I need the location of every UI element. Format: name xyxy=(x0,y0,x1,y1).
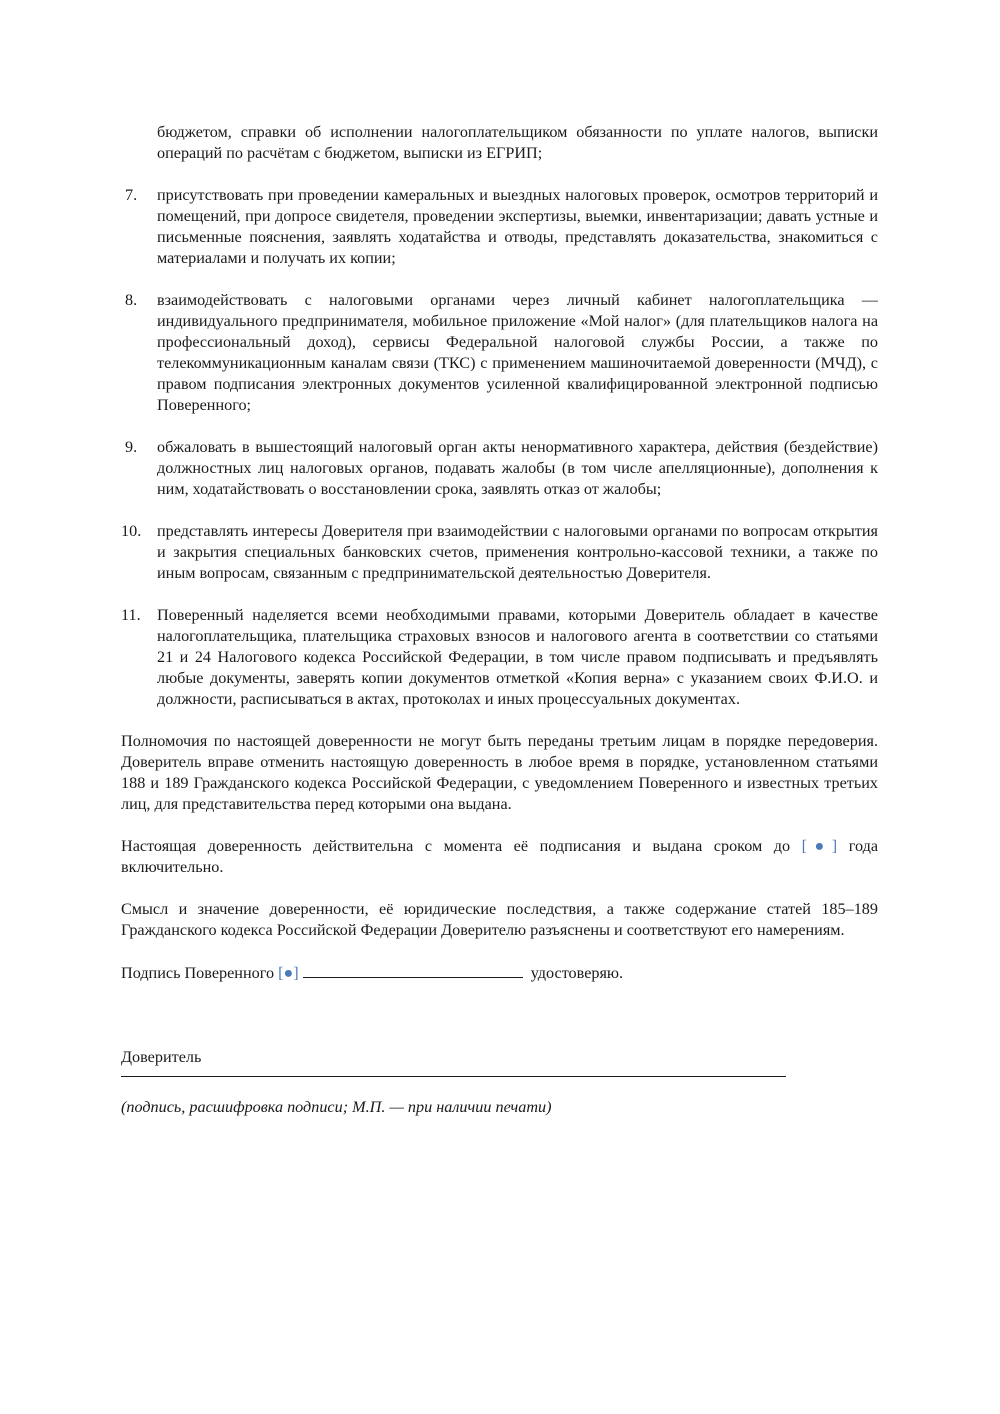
list-item-text: обжаловать в вышестоящий налоговый орган акты ненормативного характера, действия (бездействие) должностных лиц налоговых органов, подавать жалобы (в том числе апелляционные), дополнения к ним, ходатайствовать о восстановлении срока, заявлять отказ от жалобы; xyxy=(157,438,878,498)
list-item xyxy=(121,290,878,416)
signature-text-after: удостоверяю. xyxy=(526,964,624,982)
list-item-text: присутствовать при проведении камеральных и выездных налоговых проверок, осмотров территорий и помещений, при допросе свидетеля, проведении экспертизы, выемки, инвентаризации; давать устные и письменные пояснения, заявлять ходатайства и отводы, представлять доказательства, знакомиться с материалами и получать их копии; xyxy=(157,186,878,267)
list-item-number: 11. xyxy=(121,606,141,624)
date-placeholder[interactable]: [●] xyxy=(801,837,838,855)
no-transfer-paragraph: Полномочия по настоящей доверенности не могут быть переданы третьим лицам в порядке передоверия. Доверитель вправе отменить настоящую доверенность в любое время в порядке, установленном статьями 188 и 189 Гражданского кодекса Российской Федерации, с уведомлением Поверенного и известных третьих лиц, для представительства перед которыми она выдана. xyxy=(121,732,878,813)
list-item-number: 7. xyxy=(125,186,138,204)
attorney-name-placeholder[interactable]: [●] xyxy=(278,964,299,982)
principal-signature-note: (подпись, расшифровка подписи; М.П. — при наличии печати) xyxy=(121,1098,552,1116)
validity-text-after: года включительно. xyxy=(121,837,879,876)
list-item-number: 10. xyxy=(121,522,142,540)
list-item-number: 9. xyxy=(125,438,138,456)
continuation-text: бюджетом, справки об исполнении налогоплательщиком обязанности по уплате налогов, выписки операций по расчётам с бюджетом, выписки из ЕГРИП; xyxy=(157,123,878,162)
list-item xyxy=(121,437,878,500)
list-item xyxy=(121,521,878,584)
list-item xyxy=(121,185,878,269)
meaning-paragraph: Смысл и значение доверенности, её юридические последствия, а также содержание статей 185–189 Гражданского кодекса Российской Федерации Доверителю разъяснены и соответствуют его намерениям. xyxy=(121,900,878,939)
list-item xyxy=(121,605,878,710)
document-page xyxy=(121,122,878,1118)
signature-paragraph xyxy=(121,962,878,984)
list-item-text: Поверенный наделяется всеми необходимыми правами, которыми Доверитель обладает в качестве налогоплательщика, плательщика страховых взносов и налогового агента в соответствии со статьями 21 и 24 Налогового кодекса Российской Федерации, в том числе правом подписывать и предъявлять любые документы, заверять копии документов отметкой «Копия верна» с указанием своих Ф.И.О. и должности, расписываться в актах, протоколах и иных процессуальных документах. xyxy=(157,606,878,708)
powers-list xyxy=(121,185,878,710)
principal-label: Доверитель xyxy=(121,1048,202,1066)
list-item-text: представлять интересы Доверителя при взаимодействии с налоговыми органами по вопросам открытия и закрытия специальных банковских счетов, применения контрольно-кассовой техники, а также по иным вопросам, связанным с предпринимательской деятельностью Доверителя. xyxy=(157,522,878,582)
list-item-text: взаимодействовать с налоговыми органами через личный кабинет налогоплательщика — индивидуального предпринимателя, мобильное приложение «Мой налог» (для плательщиков налога на профессиональный доход), сервисы Федеральной налоговой службы России, а также по телекоммуникационным каналам связи (ТКС) с применением машиночитаемой доверенности (МЧД), с правом подписания электронных документов усиленной квалифицированной электронной подписью Поверенного; xyxy=(157,291,878,414)
principal-signature-line[interactable] xyxy=(121,1068,786,1077)
list-item-number: 8. xyxy=(125,291,138,309)
attorney-signature-line[interactable] xyxy=(303,962,523,978)
validity-paragraph xyxy=(121,836,878,878)
spacer xyxy=(121,1005,878,1047)
signature-text-before: Подпись Поверенного xyxy=(121,964,279,982)
validity-text-before: Настоящая доверенность действительна с момента её подписания и выдана сроком до xyxy=(121,837,802,855)
